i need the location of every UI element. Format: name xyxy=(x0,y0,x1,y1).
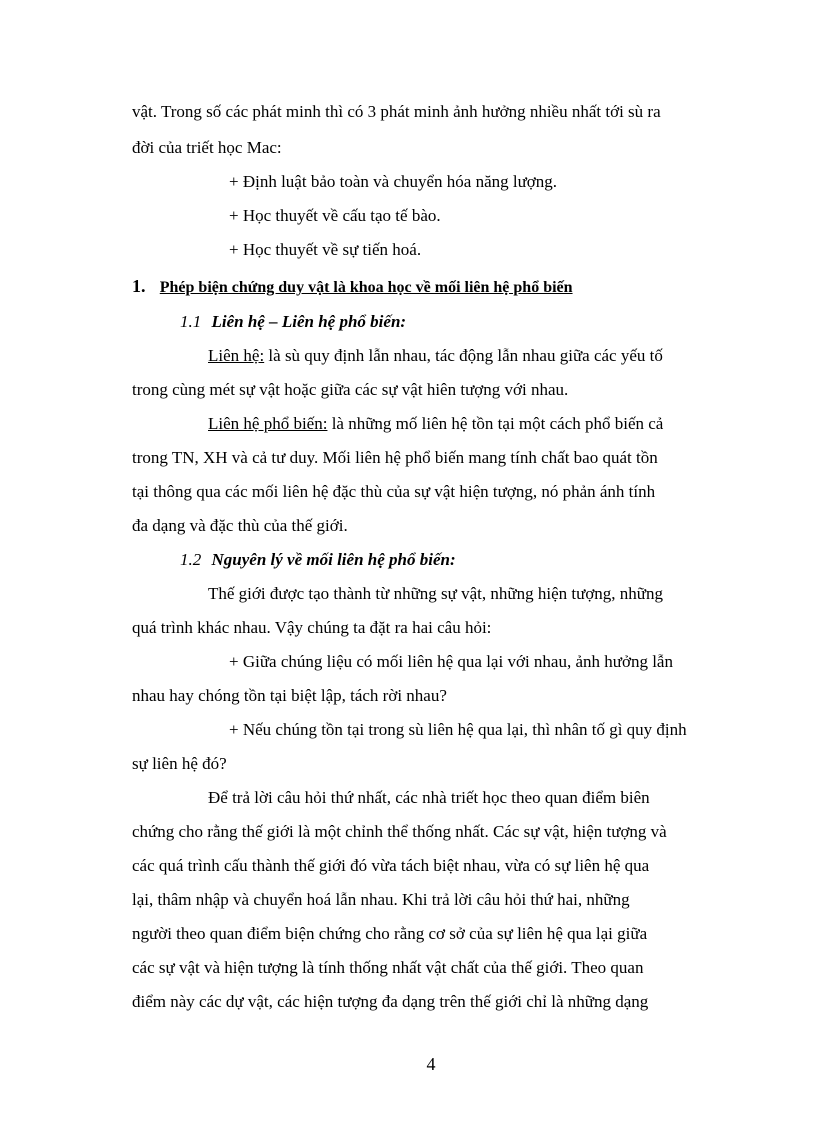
definition-term: Liên hệ: xyxy=(208,346,265,365)
subsection-heading xyxy=(180,312,406,334)
paragraph-line: tại thông qua các mối liên hệ đặc thù của sự vật hiện tượng, nó phản ánh tính xyxy=(132,482,656,501)
definition-line xyxy=(208,346,663,368)
paragraph-line: lại, thâm nhập và chuyển hoá lẫn nhau. Khi trả lời câu hỏi thứ hai, những xyxy=(132,890,630,909)
paragraph-line: quá trình khác nhau. Vậy chúng ta đặt ra hai câu hỏi: xyxy=(132,618,492,637)
question-line: nhau hay chóng tồn tại biệt lập, tách rời nhau? xyxy=(132,686,447,705)
definition-text: là những mố liên hệ tồn tại một cách phổ biến cả xyxy=(327,414,664,433)
list-item: + Học thuyết về cấu tạo tế bào. xyxy=(229,206,441,225)
list-item: + Định luật bảo toàn và chuyển hóa năng lượng. xyxy=(229,172,558,191)
paragraph-line: đa dạng và đặc thù của thế giới. xyxy=(132,516,348,535)
subsection-title: Nguyên lý về mối liên hệ phổ biến: xyxy=(211,550,456,569)
subsection-heading xyxy=(180,550,456,572)
question-line: + Nếu chúng tồn tại trong sù liên hệ qua lại, thì nhân tố gì quy định xyxy=(229,720,687,739)
paragraph-line: chứng cho rằng thế giới là một chỉnh thể thống nhất. Các sự vật, hiện tượng và xyxy=(132,822,667,841)
paragraph-line: Thế giới được tạo thành từ những sự vật, những hiện tượng, những xyxy=(208,584,664,603)
subsection-number: 1.1 xyxy=(180,312,202,331)
section-heading xyxy=(132,276,573,300)
paragraph-line: Để trả lời câu hỏi thứ nhất, các nhà triết học theo quan điểm biên xyxy=(208,788,650,807)
paragraph-line: trong cùng mét sự vật hoặc giữa các sự vật hiên tượng với nhau. xyxy=(132,380,569,399)
question-line: + Giữa chúng liệu có mối liên hệ qua lại với nhau, ảnh hưởng lẫn xyxy=(229,652,673,671)
definition-term: Liên hệ phổ biến: xyxy=(208,414,328,433)
paragraph-line: người theo quan điểm biện chứng cho rằng cơ sở của sự liên hệ qua lại giữa xyxy=(132,924,648,943)
subsection-title: Liên hệ – Liên hệ phổ biến: xyxy=(211,312,407,331)
paragraph-line: đời của triết học Mac: xyxy=(132,138,282,157)
paragraph-line: các quá trình cấu thành thế giới đó vừa tách biệt nhau, vừa có sự liên hệ qua xyxy=(132,856,650,875)
section-number: 1. xyxy=(132,276,146,296)
paragraph-line: trong TN, XH và cả tư duy. Mối liên hệ phổ biến mang tính chất bao quát tồn xyxy=(132,448,658,467)
list-item: + Học thuyết về sự tiến hoá. xyxy=(229,240,422,259)
paragraph-line: vật. Trong số các phát minh thì có 3 phát minh ảnh hưởng nhiều nhất tới sù ra xyxy=(132,102,661,121)
section-title: Phép biện chứng duy vật là khoa học về mối liên hệ phổ biến xyxy=(159,279,573,296)
page-number: 4 xyxy=(426,1054,436,1074)
subsection-number: 1.2 xyxy=(180,550,202,569)
paragraph-line: điểm này các dự vật, các hiện tượng đa dạng trên thế giới chỉ là những dạng xyxy=(132,992,649,1011)
definition-line xyxy=(208,414,663,436)
paragraph-line: các sự vật và hiện tượng là tính thống nhất vật chất của thế giới. Theo quan xyxy=(132,958,644,977)
question-line: sự liên hệ đó? xyxy=(132,754,227,773)
definition-text: là sù quy định lẫn nhau, tác động lẫn nhau giữa các yếu tố xyxy=(264,346,663,365)
